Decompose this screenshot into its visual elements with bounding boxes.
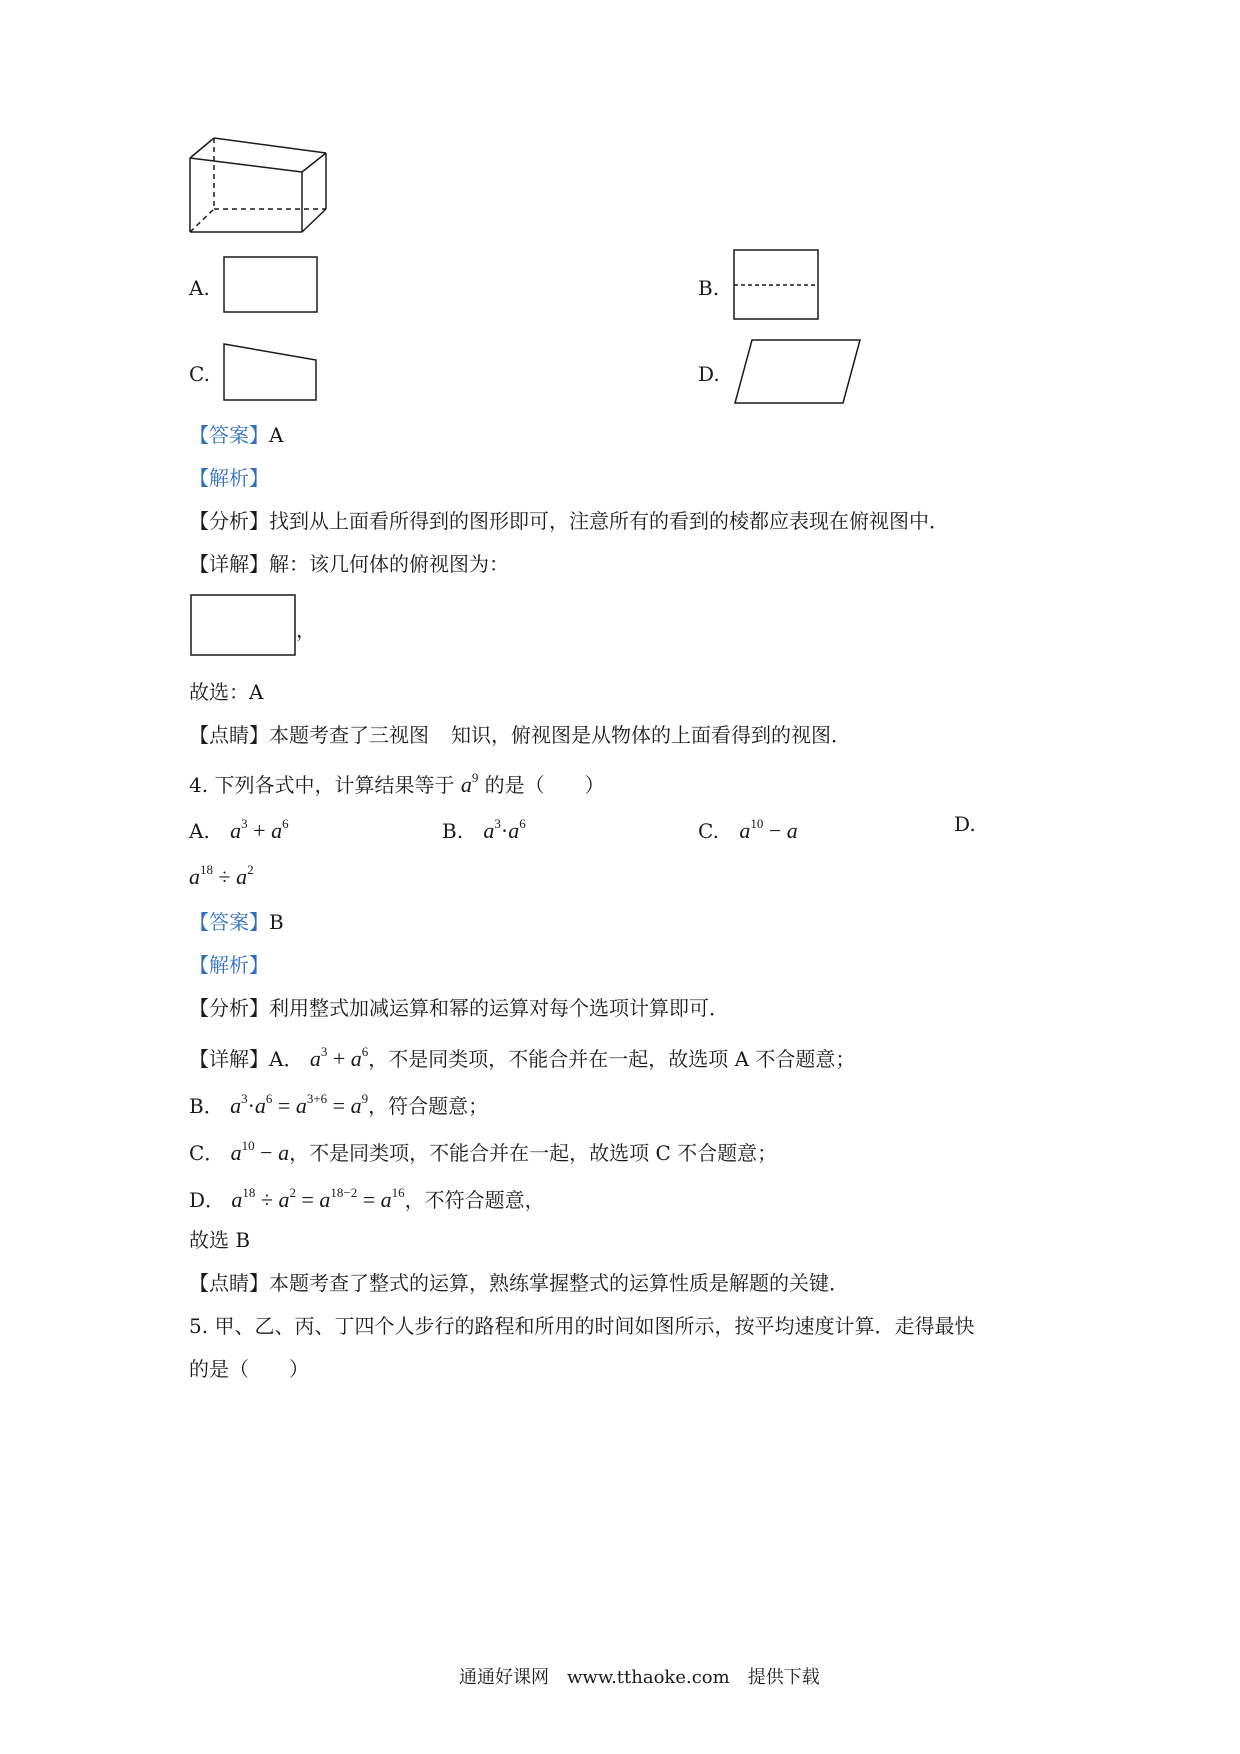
- q4-comment-line: [189, 1271, 849, 1295]
- option-d-shape: [735, 340, 860, 403]
- option-b-shape: [734, 250, 818, 319]
- q3-detail-comma: ，: [296, 618, 316, 642]
- q4-option-c-expr: $a^{10} - a$: [739, 816, 798, 843]
- q4-analysis-tag: 【解析】: [189, 953, 269, 977]
- page-footer: 通通好课网 www.tthaoke.com 提供下载: [459, 1667, 820, 1688]
- fenxi-text: 找到从上面看所得到的图形即可，注意所有的看到的棱都应表现在俯视图中．: [269, 509, 949, 533]
- q4-option-a: [189, 812, 289, 843]
- detail-b-expr: $a^3\cdot a^6 = a^{3+6} = a^9$: [230, 1091, 369, 1118]
- q5-question-line1: 5. 甲、乙、丙、丁四个人步行的路程和所用的时间如图所示，按平均速度计算．走得最快: [189, 1314, 975, 1338]
- detail-d-prefix: D．: [189, 1188, 226, 1212]
- q4-detail-d: [189, 1181, 545, 1212]
- q3-option-c-label: C.: [189, 362, 210, 386]
- q4-detail-c: [189, 1134, 777, 1165]
- q4-question: [189, 766, 605, 797]
- q5-question-line2: 的是（ ）: [189, 1357, 309, 1381]
- fenxi-tag: 【分析】: [189, 996, 269, 1020]
- answer-value: A: [269, 423, 284, 447]
- q4-detail-b: [189, 1087, 488, 1118]
- detail-b-prefix: B．: [189, 1094, 224, 1118]
- q4-option-a-label: A.: [189, 819, 210, 843]
- q4-option-d-expr: $a^{18} \div a^2$: [189, 862, 254, 889]
- q3-option-d-label: D.: [698, 362, 720, 386]
- fenxi-text: 利用整式加减运算和幂的运算对每个选项计算即可．: [269, 996, 729, 1020]
- q3-comment-line: [189, 723, 851, 747]
- q3-answer-line: [189, 423, 283, 447]
- comment-tag: 【点睛】: [189, 723, 269, 747]
- comment-text: 本题考查了整式的运算，熟练掌握整式的运算性质是解题的关键．: [269, 1271, 849, 1295]
- option-c-shape: [224, 344, 316, 400]
- q4-option-b-label: B.: [442, 819, 464, 843]
- answer-value: B: [269, 910, 284, 934]
- q4-choose: 故选 B: [189, 1228, 251, 1252]
- detail-tag: 【详解】: [189, 1047, 269, 1071]
- q4-option-b-expr: $a^3\cdot a^6$: [483, 816, 526, 843]
- detail-a-text: ，不是同类项，不能合并在一起，故选项 A 不合题意；: [368, 1047, 856, 1071]
- prism-3d-shape: [190, 138, 326, 232]
- q4-answer-line: [189, 910, 284, 934]
- q3-detail-line: [189, 552, 509, 576]
- top-view-shape: [191, 595, 295, 655]
- q4-target-expr: $a^9$: [460, 770, 479, 797]
- detail-c-text: ，不是同类项，不能合并在一起，故选项 C 不合题意；: [289, 1141, 778, 1165]
- detail-tag: 【详解】: [189, 552, 269, 576]
- comment-tag: 【点睛】: [189, 1271, 269, 1295]
- q4-option-b: [442, 812, 526, 843]
- q3-choose: 故选：A: [189, 680, 264, 704]
- fenxi-tag: 【分析】: [189, 509, 269, 533]
- q3-analysis-tag: 【解析】: [189, 466, 269, 490]
- q4-question-text-a: 4. 下列各式中，计算结果等于: [189, 773, 455, 797]
- q4-option-c: [698, 812, 798, 843]
- q4-option-c-label: C.: [698, 819, 719, 843]
- q3-option-b-label: B.: [698, 276, 720, 300]
- comment-text-a: 本题考查了三视图: [269, 723, 429, 747]
- q4-fenxi-line: [189, 996, 729, 1020]
- q4-option-d: [954, 812, 976, 836]
- answer-tag: 【答案】: [189, 423, 269, 447]
- q4-question-text-b: 的是（ ）: [484, 773, 605, 797]
- q3-option-a-label: A.: [189, 276, 210, 300]
- detail-a-expr: $a^3 + a^6$: [309, 1044, 369, 1071]
- detail-b-text: ，符合题意；: [368, 1094, 489, 1118]
- comment-text-b: 知识，俯视图是从物体的上面看得到的视图．: [451, 723, 851, 747]
- detail-d-expr: $a^{18} \div a^2 = a^{18-2} = a^{16}$: [231, 1185, 405, 1212]
- q3-fenxi-line: [189, 509, 949, 533]
- q4-option-d-expr-line: [189, 858, 254, 889]
- detail-c-prefix: C．: [189, 1141, 225, 1165]
- detail-d-text: ，不符合题意，: [404, 1188, 545, 1212]
- q4-option-a-expr: $a^3 + a^6$: [230, 816, 289, 843]
- q4-detail-a: [189, 1040, 855, 1071]
- option-a-shape: [224, 257, 317, 312]
- detail-a-prefix: A．: [269, 1047, 304, 1071]
- answer-tag: 【答案】: [189, 910, 269, 934]
- q4-option-d-label: D.: [954, 812, 976, 836]
- detail-c-expr: $a^{10} - a$: [230, 1138, 290, 1165]
- detail-text: 解：该几何体的俯视图为：: [269, 552, 509, 576]
